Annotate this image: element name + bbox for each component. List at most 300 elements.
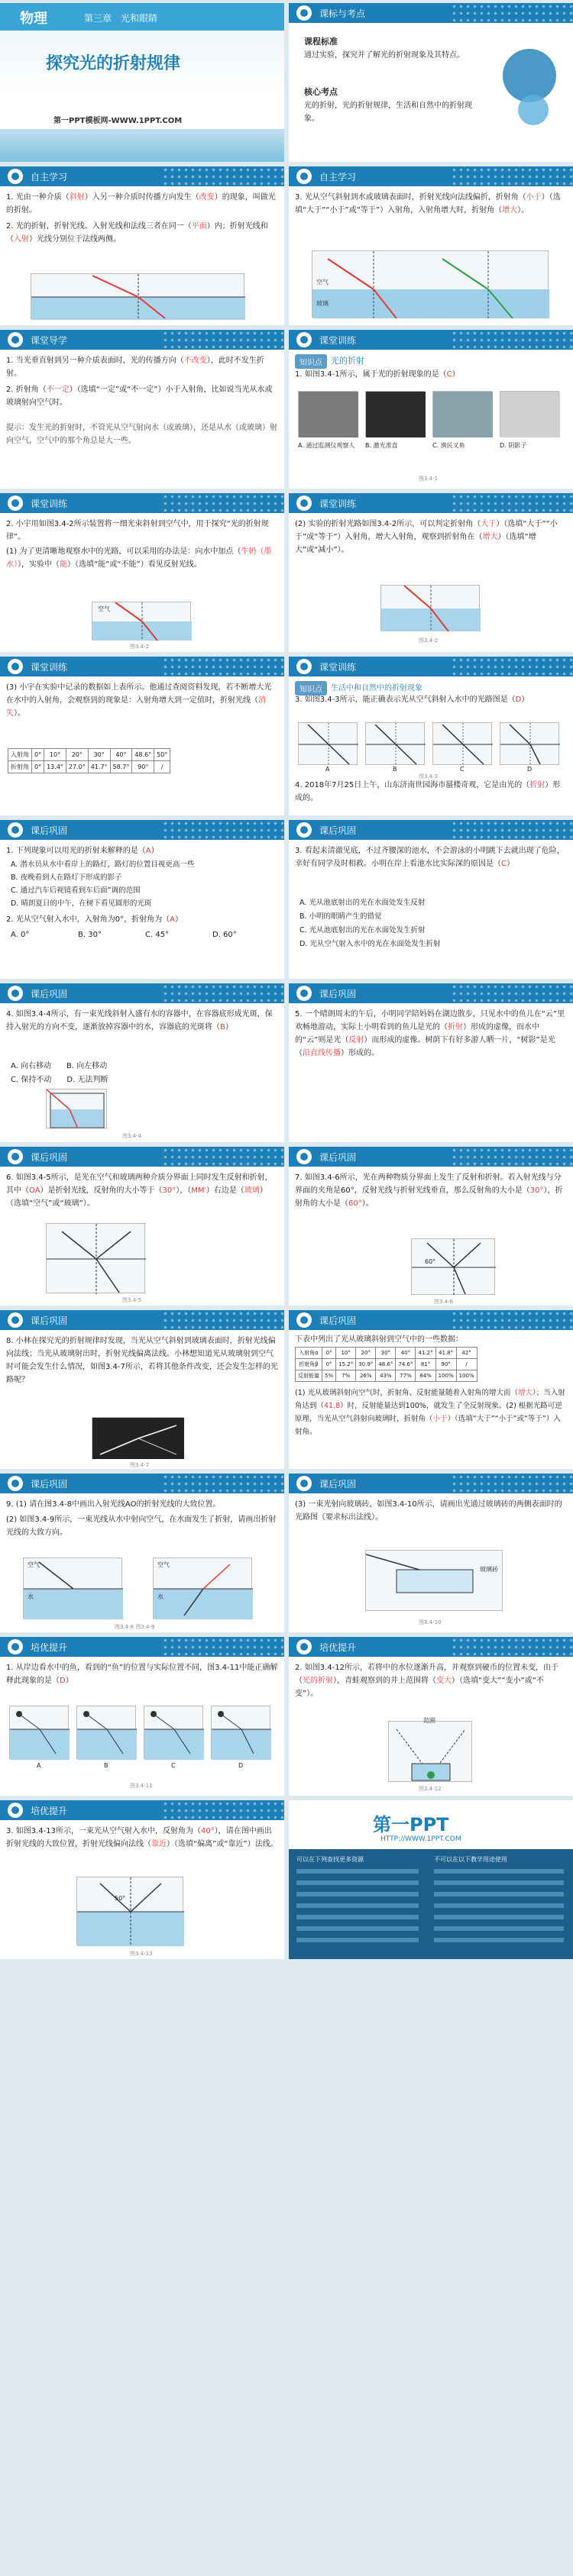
table-cell: 入射角α: [296, 1348, 322, 1359]
table-cell: 30.9°: [356, 1359, 376, 1370]
figure-caption: 图3.4-12: [419, 1786, 442, 1792]
answer-text: D: [60, 1677, 66, 1685]
refraction-exercise-diagram: [76, 1877, 183, 1945]
option-text: D. 60°: [212, 931, 237, 939]
dot-pattern-decoration: [162, 493, 284, 513]
fish-option-diagram: [211, 1706, 270, 1759]
option-label: D: [527, 766, 533, 773]
option-text: B. 夜晚看到人在路灯下形成的影子: [11, 873, 122, 882]
knowledge-point-tag: 知识点: [295, 681, 327, 696]
answer-text: 小于: [432, 1415, 448, 1423]
table-cell: 84%: [416, 1370, 435, 1382]
table-cell: 100%: [456, 1370, 477, 1382]
header-bullet-icon: [8, 1476, 23, 1491]
reflection-refraction-diagram: [46, 1223, 145, 1293]
option-text: D. 晴朗夏日的中午，在树下看见圆形的光斑: [11, 899, 152, 908]
slide-10: [289, 657, 573, 815]
body-text: (2) 实验的折射光路如图3.4-2所示，可以判定折射角（大于）（选填“大于”“小于”或“等于”）入射角，增大入射角，观察到折射角在（增大）（选填“增大”或“减小”）。: [295, 520, 558, 554]
body-text: 2. 光从空气射入水中，入射角为0°，折射角为（A）: [6, 915, 183, 924]
table-cell: 10°: [44, 749, 66, 761]
table-cell: 10°: [336, 1348, 356, 1359]
table-cell: 41.7°: [88, 761, 110, 773]
body-text: 6. 如图3.4-5所示，是光在空气和玻璃两种介质分界面上同时发生反射和折射，其中（OA）是折射光线，反射角的大小等于（30°），（MM′）右边是（玻璃）（选填“空气”或“玻璃”）。: [6, 1173, 273, 1208]
header-bullet-icon: [8, 1312, 23, 1328]
header-title: 课后巩固: [319, 989, 357, 999]
header-bullet-icon: [8, 1803, 23, 1818]
body-text: 2. 小宇用如图3.4-2所示装置将一细光束斜射到空气中，用于探究“光的折射规律”。: [6, 520, 269, 541]
answer-text: A: [170, 915, 175, 924]
glass-brick-label: 玻璃砖: [480, 1566, 498, 1573]
body-text: 1. 如图3.4-1所示，属于光的折射现象的是（C）: [295, 370, 460, 379]
reflection-refraction-diagram: [411, 1238, 495, 1295]
slide-header: [289, 1474, 573, 1493]
slide-15: [0, 1147, 284, 1306]
slide-17: [0, 1310, 284, 1469]
option-label: D. 阴影子: [500, 442, 527, 449]
body-text: 1. 下列现象可以用光的折射来解释的是（A）: [6, 847, 159, 855]
header-bullet-icon: [8, 332, 23, 347]
dot-pattern-decoration: [162, 166, 284, 186]
table-cell: 81°: [416, 1359, 435, 1370]
data-table: [295, 1347, 478, 1382]
link-line: [296, 1892, 419, 1896]
option-label: B. 激光准直: [365, 442, 398, 449]
slide-8: [289, 493, 573, 652]
header-title: 课后巩固: [319, 1479, 357, 1490]
medium-label: 空气: [157, 1561, 170, 1568]
glass-photo: [92, 1417, 183, 1458]
dot-pattern-decoration: [451, 3, 573, 23]
slide-24: [289, 1800, 573, 1959]
table-cell: 40°: [396, 1348, 416, 1359]
slide-header: [289, 1147, 573, 1167]
body-text: 7. 如图3.4-6所示，光在两种物质分界面上发生了反射和折射。若入射光线与分界面的夹角是60°，反射光线与折射光线垂直，那么反射角的大小是（30°），折射角的大小是（60°）。: [295, 1173, 563, 1208]
header-title: 课后巩固: [31, 825, 68, 836]
table-cell: 5%: [322, 1370, 336, 1382]
answer-text: 60°: [348, 1199, 362, 1208]
answer-text: 斜射: [69, 193, 85, 202]
figure-caption: 图3.4-7: [130, 1462, 150, 1468]
table-cell: 90°: [435, 1359, 456, 1370]
option-text: C. 45°: [145, 931, 170, 939]
slide-header: [0, 1800, 284, 1820]
text-line: [434, 1938, 564, 1942]
text-line: [434, 1903, 564, 1908]
slide-header: [0, 166, 284, 186]
optics-option-diagram: [298, 722, 358, 765]
experiment-diagram: [380, 585, 480, 631]
dot-pattern-decoration: [162, 657, 284, 676]
container-diagram: [46, 1089, 107, 1128]
option-text: C. 通过汽车后视镜看到车后面”调的范围: [11, 886, 141, 895]
slide-11: [0, 820, 284, 979]
table-row: [296, 1370, 478, 1382]
slide-header: [289, 3, 573, 23]
optics-option-diagram: [432, 722, 492, 765]
text-line: [434, 1915, 564, 1919]
table-cell: 13.4°: [44, 761, 66, 773]
answer-text: 30°: [529, 1186, 544, 1195]
answer-text: A: [145, 847, 151, 855]
dot-pattern-decoration: [451, 493, 573, 513]
option-label: B: [393, 766, 397, 773]
slide-6: [289, 330, 573, 489]
table-cell: 48.6°: [376, 1359, 396, 1370]
table-cell: 7%: [336, 1370, 356, 1382]
medium-label: 空气: [28, 1561, 40, 1568]
slide-4: [289, 166, 573, 325]
table-cell: 27.0°: [66, 761, 88, 773]
dot-pattern-decoration: [162, 1147, 284, 1167]
label-air: 空气: [98, 605, 110, 612]
header-bullet-icon: [296, 169, 312, 184]
dot-pattern-decoration: [451, 1474, 573, 1493]
option-text: A. 潜水员从水中看岸上的路灯，路灯的位置目视更高一些: [11, 860, 195, 869]
figure-caption: 图3.4-11: [130, 1783, 153, 1789]
refraction-angle-diagram: [312, 250, 549, 318]
table-cell: /: [154, 761, 170, 773]
cover-title: 探究光的折射规律: [46, 54, 181, 73]
slide-header: [289, 983, 573, 1003]
dot-pattern-decoration: [451, 1637, 573, 1657]
dot-pattern-decoration: [162, 983, 284, 1003]
table-row: [8, 749, 170, 761]
header-title: 培优提升: [319, 1642, 357, 1653]
slide-1: [0, 3, 284, 162]
body-text: 2. 光的折射，折射光线、入射光线和法线三者在同一（平面）内；折射光线和（入射）光线分别位于法线两侧。: [6, 222, 268, 244]
table-cell: 26%: [356, 1370, 376, 1382]
medium-label: 水: [28, 1593, 34, 1600]
table-cell: 43%: [376, 1370, 396, 1382]
header-bullet-icon: [8, 822, 23, 838]
dot-pattern-decoration: [451, 1310, 573, 1330]
header-bullet-icon: [8, 496, 23, 511]
body-text: 1. 光由一种介质（斜射）入另一种介质时传播方向发生（改变）的现象，叫做光的折射。: [6, 193, 276, 215]
figure-caption: 图3.4-3: [419, 773, 439, 780]
table-cell: 40°: [110, 749, 132, 761]
body-text: 1. 从岸边看水中的鱼，看到的“鱼”的位置与实际位置不同，图3.4-11中能正确解释此现象的是（D）: [6, 1664, 278, 1685]
header-bullet-icon: [8, 1149, 23, 1164]
body-text: (3) 小宇在实验中记录的数据如上表所示。他通过查阅资料发现，若不断增大光在水中的入射角，会观察到的现象是：入射角增大到一定值时，折射光线（消失）。: [6, 683, 272, 718]
label-air: 空气: [316, 279, 329, 286]
dot-pattern-decoration: [162, 1800, 284, 1820]
optics-option-diagram: [500, 722, 559, 765]
slide-22: [289, 1637, 573, 1796]
figure-caption: 图3.4-6: [434, 1299, 454, 1305]
dot-pattern-decoration: [162, 1310, 284, 1330]
dot-pattern-decoration: [451, 166, 573, 186]
option-label: C. 渔民叉鱼: [432, 442, 465, 449]
dot-pattern-decoration: [451, 820, 573, 840]
header-title: 课后巩固: [31, 989, 68, 999]
figure-caption: 图3.4-4: [122, 1133, 142, 1139]
section-title: 生活中和自然中的折射现象: [331, 684, 422, 692]
figure-caption: 图3.4-2: [130, 644, 150, 650]
answer-text: 折射: [448, 1023, 463, 1031]
option-label: A: [325, 766, 330, 773]
answer-text: 平面: [191, 222, 207, 231]
refraction-diagram: [31, 273, 244, 319]
answer-text: 40°: [200, 1827, 215, 1835]
slide-9: [0, 657, 284, 815]
header-bullet-icon: [296, 496, 312, 511]
text-line: [434, 1892, 564, 1896]
slide-header: [289, 166, 573, 186]
body-text: (3) 一束光射向玻璃砖，如图3.4-10所示，请画出光通过玻璃砖的两侧表面时的光路图（要求标出法线）。: [295, 1500, 562, 1522]
dot-pattern-decoration: [162, 820, 284, 840]
table-cell: 15.2°: [336, 1359, 356, 1370]
text-line: [434, 1880, 564, 1885]
answer-text: 玻璃: [244, 1186, 260, 1195]
link-line: [296, 1938, 419, 1942]
slide-header: [289, 820, 573, 840]
answer-text: 30°: [162, 1186, 176, 1195]
answer-text: 41.8: [324, 1402, 341, 1410]
body-text: 3. 光从空气斜射到水或玻璃表面时，折射光线向法线偏折，折射角（小于）（选填“大于”“小于”或“等于”）入射角，入射角增大时，折射角（增大）。: [295, 193, 561, 215]
header-title: 课堂训练: [319, 335, 357, 346]
answer-text: 入射: [14, 235, 29, 244]
option-label: D: [238, 1762, 244, 1769]
header-bullet-icon: [8, 1639, 23, 1654]
option-text: C. 光从池底射出的光在水面处发生折射: [299, 926, 426, 935]
table-cell: 100%: [435, 1370, 456, 1382]
glass-brick-diagram: [365, 1550, 503, 1611]
figure-caption: 图3.4-8 图3.4-9: [115, 1624, 155, 1630]
cover-subject: 物理: [20, 11, 47, 27]
slide-12: [289, 820, 573, 979]
link-line: [296, 1915, 419, 1919]
header-title: 自主学习: [319, 172, 357, 182]
header-bullet-icon: [296, 986, 312, 1001]
answer-text: B: [220, 1023, 225, 1031]
table-cell: 0°: [322, 1348, 336, 1359]
course-standard-heading: 课程标准: [304, 37, 338, 47]
logo-url: HTTP://WWW.1PPT.COM: [380, 1835, 461, 1843]
table-cell: 58.7°: [110, 761, 132, 773]
header-title: 课后巩固: [31, 1479, 68, 1490]
slide-3: [0, 166, 284, 325]
table-cell: 41.8°: [435, 1348, 456, 1359]
body-text: 4. 2018年7月25日上午，山东济南世园海市蜃楼奇观，它是由光的（折射）形成的。: [295, 781, 561, 802]
body-text: 5. 一个晴朗周末的午后，小明同学陪妈妈在湖边散步，只见水中的鱼儿在“云”里欢畅地游动，实际上小明看到的鱼儿是光的（折射）形成的虚像，而水中的“云”则是光（反射）而形成的虚像。树荫下有好多游人晒一片，“树影”是光（沿直线传播）形成的。: [295, 1010, 565, 1057]
body-text: 4. 如图3.4-4所示，有一束光线斜射入盛有水的容器中，在容器底形成光斑，保持入射光的方向不变，逐渐放掉容器中的水，容器底的光斑将（B）: [6, 1010, 273, 1031]
header-bullet-icon: [296, 659, 312, 674]
answer-text: 变大: [436, 1677, 452, 1685]
dot-pattern-decoration: [451, 657, 573, 676]
slide-14: [289, 983, 573, 1142]
well-diagram: [388, 1721, 472, 1782]
answer-text: MM′: [191, 1186, 206, 1195]
dot-pattern-decoration: [162, 330, 284, 350]
slide-header: [289, 493, 573, 513]
answer-text: 大于: [481, 520, 497, 528]
body-text: 3. 如图3.4-3所示，能正确表示光从空气斜射入水中的光路图是（D）: [295, 696, 529, 704]
header-title: 课堂训练: [31, 662, 68, 673]
option-label: B: [104, 1762, 108, 1769]
slide-7: [0, 493, 284, 652]
table-cell: 折射角β: [296, 1359, 322, 1370]
table-cell: 42°: [456, 1348, 477, 1359]
table-cell: 30°: [376, 1348, 396, 1359]
header-bullet-icon: [296, 1312, 312, 1328]
table-cell: 77%: [396, 1370, 416, 1382]
slide-13: [0, 983, 284, 1142]
header-title: 课堂训练: [319, 662, 357, 673]
figure-caption: 图3.4-1: [419, 476, 439, 482]
body-text: (2) 如图3.4-9所示，一束光线从水中射向空气，在水面发生了折射，请画出折射光线的大致方向。: [6, 1516, 277, 1537]
footer-left-title: 可以在下列查找更多资源: [296, 1856, 364, 1863]
slide-header: [0, 493, 284, 513]
body-text: 8. 小林在探究光的折射规律时发现，当光从空气斜射到玻璃表面时，折射光线偏向法线；当光从玻璃射出时，折射光线偏离法线。小林想知道光从玻璃射到空气时可能会发生什么情况，如图3.4-7所示，若将其他条件改变，还会发生怎样的光路呢？: [6, 1337, 278, 1384]
fish-option-diagram: [9, 1706, 69, 1759]
slide-19: [0, 1474, 284, 1632]
body-text: 3. 看起来清澈见底，不过齐腰深的池水，不会游泳的小明跳下去就出现了危险，幸好有同学及时相救。小明在岸上看池水比实际深的原因是（C）: [295, 847, 565, 868]
header-bullet-icon: [296, 1149, 312, 1164]
slide-header: [0, 1310, 284, 1330]
table-row: [8, 761, 170, 773]
header-bullet-icon: [296, 332, 312, 347]
slide-2: [289, 3, 573, 162]
angle-label: 50°: [115, 1895, 126, 1902]
table-cell: 20°: [356, 1348, 376, 1359]
slide-header: [0, 657, 284, 676]
answer-text: 增大: [502, 206, 518, 215]
dot-pattern-decoration: [451, 330, 573, 350]
angle-label: 60°: [425, 1258, 436, 1265]
slide-header: [289, 1637, 573, 1657]
slide-20: [289, 1474, 573, 1632]
table-cell: 90°: [132, 761, 154, 773]
header-title: 课标与考点: [319, 8, 366, 19]
option-text: A. 0°: [11, 931, 30, 939]
header-title: 自主学习: [31, 172, 68, 182]
answer-text: 牛奶（墨水）: [6, 547, 272, 569]
header-title: 课后巩固: [31, 1152, 68, 1163]
table-cell: 0°: [32, 761, 44, 773]
table-cell: 0°: [32, 749, 44, 761]
answer-text: 反射: [348, 1036, 364, 1044]
link-line: [296, 1926, 419, 1931]
answer-text: 折射: [529, 781, 545, 789]
answer-text: 沿直线传播: [303, 1049, 341, 1057]
body-text: 9. (1) 请在图3.4-8中画出入射光线AO的折射光线的大致位置。: [6, 1500, 221, 1509]
table-cell: 折射角: [8, 761, 32, 773]
text-line: [434, 1869, 564, 1874]
table-cell: 反射能量: [296, 1370, 322, 1382]
table-cell: /: [456, 1359, 477, 1370]
option-label: A. 通过监测仪观察人: [298, 442, 355, 449]
header-bullet-icon: [8, 169, 23, 184]
cover-chapter: 第三章 光和眼睛: [84, 13, 158, 24]
footer-right-title: 不可以在以下教学用途使用: [434, 1856, 507, 1863]
answer-text: 小于: [526, 193, 542, 202]
option-text: A. 向右移动 B. 向左移动: [11, 1062, 108, 1070]
header-bullet-icon: [296, 5, 312, 21]
header-title: 培优提升: [31, 1806, 68, 1816]
body-text: (1) 光从玻璃斜射向空气时，折射角、反射能量随着入射角的增大而（增大）；当入射角达到（41.8）时，反射能量达到100%，就发生了全反射现象。(2) 根据光路可逆原理，当光从空气斜射向玻璃时，折射角（小于）（选填“大于”“小于”或“等于”）入射角。: [295, 1389, 565, 1436]
option-image: [432, 391, 492, 437]
option-label: C: [171, 1762, 176, 1769]
table-cell: 0°: [322, 1359, 336, 1370]
answer-text: 增大: [517, 1389, 533, 1397]
header-title: 课后巩固: [319, 1152, 357, 1163]
hint-text: 提示：发生光的折射时，不管光从空气射向水（或玻璃），还是从水（或玻璃）射向空气，空气中的那个角总是大一些。: [6, 424, 277, 445]
header-bullet-icon: [296, 1476, 312, 1491]
answer-text: 不改变: [183, 357, 207, 365]
option-text: B. 小明的眼睛产生的错觉: [299, 912, 382, 921]
slide-5: [0, 330, 284, 489]
link-line: [296, 1903, 419, 1908]
slide-23: [0, 1800, 284, 1959]
header-title: 课后巩固: [319, 1315, 357, 1326]
option-image: [298, 391, 358, 437]
answer-text: 消失: [6, 696, 266, 718]
answer-text: 改变: [199, 193, 215, 202]
dot-pattern-decoration: [162, 1474, 284, 1493]
answer-text: 增大: [482, 533, 498, 541]
header-bullet-icon: [8, 659, 23, 674]
header-title: 课堂训练: [319, 499, 357, 509]
answer-text: OA: [29, 1186, 40, 1195]
slide-header: [0, 983, 284, 1003]
table-cell: 20°: [66, 749, 88, 761]
slide-header: [289, 1310, 573, 1330]
table-cell: 48.6°: [132, 749, 154, 761]
slide-header: [0, 820, 284, 840]
option-label: A: [37, 1762, 41, 1769]
table-cell: 30°: [88, 749, 110, 761]
slide-16: [289, 1147, 573, 1306]
table-cell: 74.6°: [396, 1359, 416, 1370]
table-cell: 41.2°: [416, 1348, 435, 1359]
body-text: 2. 折射角（不一定）（选填“一定”或“不一定”）小于入射角，比如说当光从水或玻璃射向空气时。: [6, 386, 273, 407]
logo-text: 第一PPT: [373, 1814, 449, 1835]
medium-label: 水: [157, 1593, 163, 1600]
decor-circle: [518, 95, 549, 125]
dot-pattern-decoration: [162, 1637, 284, 1657]
slide-21: [0, 1637, 284, 1796]
option-label: C: [460, 766, 465, 773]
text-line: [434, 1926, 564, 1931]
answer-text: 靠近: [151, 1840, 167, 1848]
option-image: [500, 391, 559, 437]
link-line: [296, 1869, 419, 1874]
link-line: [296, 1880, 419, 1885]
header-title: 培优提升: [31, 1642, 68, 1653]
table-cell: 50°: [154, 749, 170, 761]
option-text: A. 光从池底射出的光在水面处发生反射: [299, 899, 426, 907]
option-text: D. 光从空气射入水中的光在水面处发生折射: [299, 940, 441, 948]
fish-option-diagram: [144, 1706, 203, 1759]
section-title: 光的折射: [331, 356, 364, 366]
body-text: 通过实验，探究并了解光的折射现象及其特点。: [304, 51, 465, 60]
answer-text: D: [515, 696, 522, 704]
body-text: 2. 如图3.4-12所示，若将中的水位逐渐升高，并观察到硬币的位置未变，由于（光的折射），青蛙观察到的井上范围将（变大）（选填“变大”“变小”或“不变”）。: [295, 1664, 558, 1698]
wave-decoration: [0, 129, 284, 162]
data-table: [8, 748, 170, 773]
header-title: 课后巩固: [31, 1315, 68, 1326]
table-row: [296, 1348, 478, 1359]
figure-caption: 图3.4-2: [419, 638, 439, 644]
header-bullet-icon: [296, 822, 312, 838]
body-text: 1. 当光垂直射到另一种介质表面时，光的传播方向（不改变），此时不发生折射。: [6, 357, 264, 378]
figure-caption: 图3.4-13: [130, 1951, 153, 1957]
dot-pattern-decoration: [451, 983, 573, 1003]
option-text: B. 30°: [78, 931, 102, 939]
body-text: 3. 如图3.4-13所示，一束光从空气射入水中，反射角为（40°），请在图中画出折射光线的大致位置，折射光线偏向法线（靠近）（选填“偏离”或“靠近”）法线。: [6, 1827, 278, 1848]
option-text: C. 保持不动 D. 无法判断: [11, 1076, 108, 1084]
knowledge-point-tag: 知识点: [295, 354, 327, 369]
